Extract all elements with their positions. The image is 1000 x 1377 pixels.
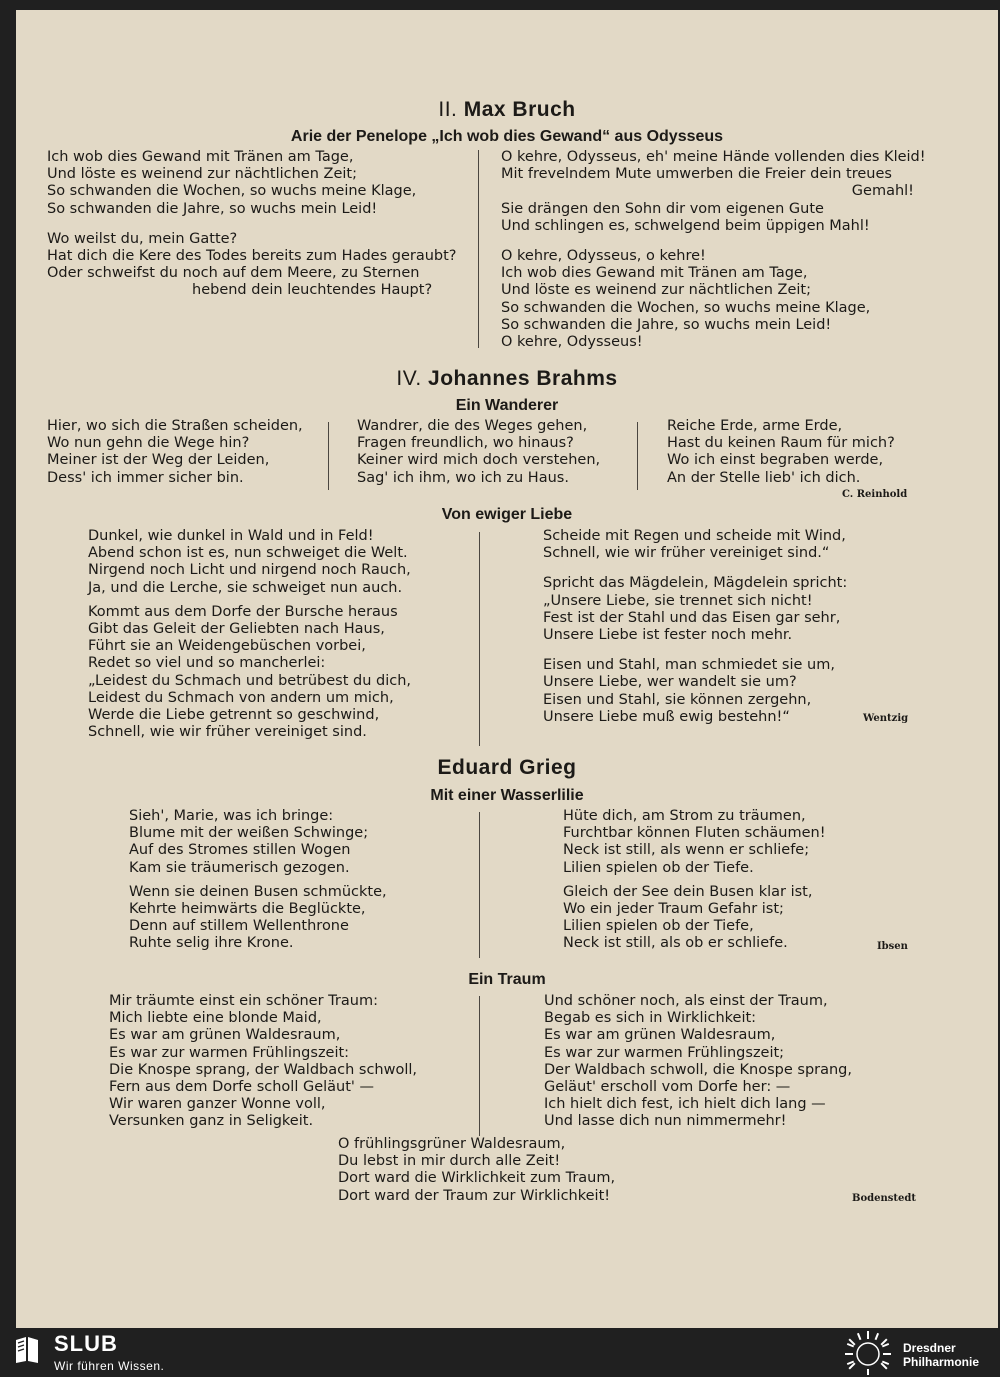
dresdner-philharmonie-logo-icon: [842, 1330, 894, 1376]
column-divider: [479, 996, 480, 1136]
verse-line: Gibt das Geleit der Geliebten nach Haus,: [88, 621, 385, 638]
verse-line: Dess' ich immer sicher bin.: [47, 469, 244, 486]
column-divider: [478, 150, 479, 348]
bruch-left-column: [47, 149, 477, 300]
verse-line: Eisen und Stahl, man schmiedet sie um,: [543, 657, 835, 674]
verse-line: Der Waldbach schwoll, die Knospe sprang,: [544, 1061, 852, 1078]
verse-line: Auf des Stromes stillen Wogen: [129, 842, 351, 859]
verse-line: Fern aus dem Dorfe scholl Geläut' —: [109, 1079, 375, 1096]
verse-line: Und schöner noch, als einst der Traum,: [544, 993, 828, 1009]
verse-line: Und schlingen es, schwelgend beim üppigen Mahl!: [501, 217, 870, 234]
column-divider: [328, 422, 329, 490]
verse-line: „Leidest du Schmach und betrübest du dich,: [88, 672, 412, 689]
lilie-right-column: [563, 808, 863, 953]
verse-line: hebend dein leuchtendes Haupt?: [192, 282, 433, 299]
footer-bar: [0, 1328, 1000, 1377]
wanderer-column-3: [667, 418, 937, 487]
verse-line: Neck ist still, als wenn er schliefe;: [563, 842, 810, 859]
verse-line: O kehre, Odysseus!: [501, 334, 643, 351]
verse-line: Meiner ist der Weg der Leiden,: [47, 452, 270, 469]
verse-line: Abend schon ist es, nun schweiget die Welt.: [88, 545, 408, 562]
section-number: II.: [438, 98, 458, 121]
verse-line: Unsere Liebe muß ewig bestehn!“: [543, 708, 790, 725]
verse-line: O kehre, Odysseus, o kehre!: [501, 248, 706, 265]
verse-line: Neck ist still, als ob er schliefe.: [563, 935, 788, 952]
verse-line: An der Stelle lieb' ich dich.: [667, 469, 861, 486]
verse-line: Schnell, wie wir früher vereiniget sind.“: [543, 545, 830, 562]
verse-line: Lilien spielen ob der Tiefe.: [563, 859, 754, 876]
liebe-right-column: [543, 528, 923, 726]
verse-line: Es war am grünen Waldesraum,: [109, 1027, 341, 1044]
verse-line: Begab es sich in Wirklichkeit:: [544, 1010, 757, 1027]
verse-line: Du lebst in mir durch alle Zeit!: [338, 1153, 561, 1170]
verse-line: Geläut' erscholl vom Dorfe her: —: [544, 1079, 791, 1096]
piece-title-wanderer: Ein Wanderer: [455, 397, 559, 414]
verse-line: „Unsere Liebe, sie trennet sich nicht!: [543, 592, 813, 609]
verse-line: Reiche Erde, arme Erde,: [667, 418, 843, 434]
verse-line: Schnell, wie wir früher vereiniget sind.: [88, 724, 367, 741]
verse-line: Dort ward die Wirklichkeit zum Traum,: [338, 1170, 616, 1187]
verse-line: Mit frevelndem Mute umwerben die Freier dein treues: [501, 166, 892, 183]
verse-line: Denn auf stillem Wellenthrone: [129, 918, 349, 935]
verse-line: Kehrte heimwärts die Beglückte,: [129, 901, 366, 918]
composer-name: Johannes Brahms: [428, 367, 618, 390]
verse-line: Dunkel, wie dunkel in Wald und in Feld!: [88, 528, 374, 544]
verse-line: Versunken ganz in Seligkeit.: [109, 1113, 314, 1130]
verse-line: Eisen und Stahl, sie können zergehn,: [543, 691, 812, 708]
verse-line: Oder schweifst du noch auf dem Meere, zu Sternen: [47, 265, 420, 282]
verse-line: Es war zur warmen Frühlingszeit;: [544, 1044, 785, 1061]
slub-book-icon: [14, 1336, 40, 1364]
verse-line: Leidest du Schmach von andern um mich,: [88, 689, 394, 706]
verse-line: Kommt aus dem Dorfe der Bursche heraus: [88, 603, 398, 620]
verse-line: Wo ich einst begraben werde,: [667, 452, 884, 469]
verse-line: Blume mit der weißen Schwinge;: [129, 825, 369, 842]
verse-line: Ich wob dies Gewand mit Tränen am Tage,: [47, 149, 354, 165]
verse-line: Hast du keinen Raum für mich?: [667, 435, 895, 452]
verse-line: Sie drängen den Sohn dir vom eigenen Gute: [501, 200, 824, 217]
column-divider: [479, 812, 480, 958]
verse-line: Keiner wird mich doch verstehen,: [357, 452, 601, 469]
column-divider: [479, 532, 480, 746]
verse-line: O kehre, Odysseus, eh' meine Hände vollenden dies Kleid!: [501, 149, 926, 165]
slub-logo-text[interactable]: SLUB: [54, 1331, 118, 1356]
verse-line: Dort ward der Traum zur Wirklichkeit!: [338, 1187, 611, 1204]
verse-line: Wo ein jeder Traum Gefahr ist;: [563, 901, 784, 918]
verse-line: Wo nun gehn die Wege hin?: [47, 435, 250, 452]
verse-line: Unsere Liebe ist fester noch mehr.: [543, 627, 793, 644]
verse-line: Sag' ich ihm, wo ich zu Haus.: [357, 469, 569, 486]
verse-line: Hier, wo sich die Straßen scheiden,: [47, 418, 303, 434]
verse-line: Und lasse dich nun nimmermehr!: [544, 1113, 787, 1130]
section-heading-brahms: [16, 367, 998, 391]
verse-line: So schwanden die Wochen, so wuchs meine Klage,: [501, 299, 871, 316]
traum-right-column: [544, 993, 914, 1131]
verse-line: Spricht das Mägdelein, Mägdelein spricht:: [543, 575, 848, 592]
verse-line: Fest ist der Stahl und das Eisen gar sehr,: [543, 609, 841, 626]
section-heading-bruch: [16, 98, 998, 122]
verse-line: Scheide mit Regen und scheide mit Wind,: [543, 528, 846, 544]
verse-line: Hüte dich, am Strom zu träumen,: [563, 808, 806, 824]
verse-line: Ich wob dies Gewand mit Tränen am Tage,: [501, 265, 808, 282]
verse-line: Die Knospe sprang, der Waldbach schwoll,: [109, 1061, 417, 1078]
verse-line: Mich liebte eine blonde Maid,: [109, 1010, 322, 1027]
bruch-right-column: [501, 149, 926, 351]
wanderer-column-1: [47, 418, 327, 487]
verse-line: Kam sie träumerisch gezogen.: [129, 859, 350, 876]
column-divider: [637, 422, 638, 490]
traum-left-column: [109, 993, 474, 1131]
verse-line: Wo weilst du, mein Gatte?: [47, 230, 238, 247]
poet-attribution: C. Reinhold: [842, 489, 908, 500]
verse-line: Fragen freundlich, wo hinaus?: [357, 435, 574, 452]
concert-program-page: [16, 10, 998, 1328]
verse-line: Wandrer, die des Weges gehen,: [357, 418, 588, 434]
verse-line: So schwanden die Wochen, so wuchs meine Klage,: [47, 183, 417, 200]
verse-line: Gleich der See dein Busen klar ist,: [563, 883, 813, 900]
verse-line: Und löste es weinend zur nächtlichen Zeit;: [501, 282, 811, 299]
liebe-left-column: [88, 528, 483, 741]
verse-line: O frühlingsgrüner Waldesraum,: [338, 1136, 566, 1152]
poet-attribution: Wentzig: [863, 713, 909, 724]
verse-line: Wenn sie deinen Busen schmückte,: [129, 883, 387, 900]
verse-line: So schwanden die Jahre, so wuchs mein Leid!: [501, 316, 832, 333]
verse-line: Redet so viel und so mancherlei:: [88, 655, 326, 672]
verse-line: Ich hielt dich fest, ich hielt dich lang —: [544, 1096, 826, 1113]
verse-line: Lilien spielen ob der Tiefe,: [563, 918, 754, 935]
traum-closing-stanza: [338, 1136, 678, 1205]
piece-title-traum: Ein Traum: [468, 971, 546, 988]
section-heading-grieg: [16, 756, 998, 780]
verse-line: Führt sie an Weidengebüschen vorbei,: [88, 638, 366, 655]
partner-name[interactable]: [903, 1341, 979, 1369]
verse-line: Werde die Liebe getrennt so geschwind,: [88, 707, 380, 724]
verse-line: Und löste es weinend zur nächtlichen Zeit;: [47, 166, 357, 183]
piece-title-penelope: Arie der Penelope „Ich wob dies Gewand“ aus Odysseus: [290, 128, 724, 145]
composer-name: Max Bruch: [463, 98, 576, 121]
composer-name: Eduard Grieg: [437, 756, 577, 779]
verse-line: Wir waren ganzer Wonne voll,: [109, 1096, 326, 1113]
verse-line: Es war am grünen Waldesraum,: [544, 1027, 776, 1044]
verse-line: Sieh', Marie, was ich bringe:: [129, 808, 334, 824]
piece-title-ewiger-liebe: Von ewiger Liebe: [441, 506, 573, 523]
partner-line-1: Dresdner: [903, 1341, 956, 1355]
verse-line: Gemahl!: [851, 183, 914, 200]
verse-line: Ja, und die Lerche, sie schweiget nun auch.: [88, 579, 403, 596]
verse-line: Es war zur warmen Frühlingszeit:: [109, 1044, 350, 1061]
verse-line: So schwanden die Jahre, so wuchs mein Leid!: [47, 200, 378, 217]
wanderer-column-2: [357, 418, 637, 487]
verse-line: Nirgend noch Licht und nirgend noch Rauch,: [88, 562, 411, 579]
partner-line-2: Philharmonie: [903, 1355, 980, 1369]
lilie-left-column: [129, 808, 479, 953]
section-number: IV.: [396, 367, 422, 390]
piece-title-wasserlilie: Mit einer Wasserlilie: [430, 787, 584, 804]
poet-attribution: Bodenstedt: [852, 1193, 916, 1204]
verse-line: Ruhte selig ihre Krone.: [129, 935, 294, 952]
poet-attribution: Ibsen: [877, 941, 908, 952]
verse-line: Hat dich die Kere des Todes bereits zum Hades geraubt?: [47, 248, 457, 265]
verse-line: Unsere Liebe, wer wandelt sie um?: [543, 674, 797, 691]
verse-line: Furchtbar können Fluten schäumen!: [563, 825, 826, 842]
verse-line: Mir träumte einst ein schöner Traum:: [109, 993, 378, 1009]
slub-tagline: Wir führen Wissen.: [54, 1359, 165, 1373]
